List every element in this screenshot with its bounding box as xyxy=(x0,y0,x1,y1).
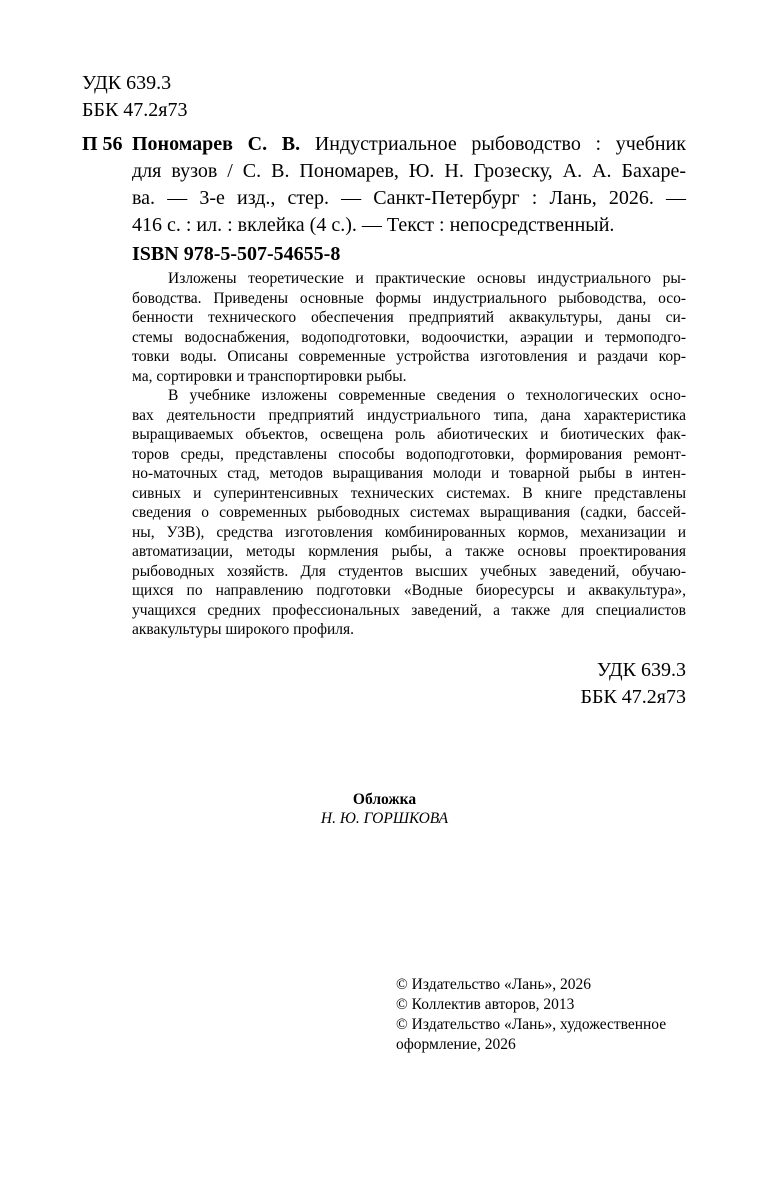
biblio-line-1 xyxy=(132,131,686,158)
copyright-block xyxy=(396,975,666,1055)
copyright-line: © Коллектив авторов, 2013 xyxy=(396,996,575,1013)
bibliographic-entry xyxy=(132,131,686,239)
abstract-p2-line: автоматизации, методы кормления рыбы, а также основы проектирования xyxy=(132,543,686,560)
abstract-p2-line: рыбоводных хозяйств. Для студентов высших учебных заведений, обучаю- xyxy=(132,562,686,580)
copyright-line: © Издательство «Лань», художественное xyxy=(396,1016,667,1033)
bbk-code: ББК 47.2я73 xyxy=(82,99,188,121)
cover-designer-name: Н. Ю. ГОРШКОВА xyxy=(320,810,449,827)
abstract-p2-line: сивных и суперинтенсивных технических системах. В книге представлены xyxy=(132,484,686,502)
biblio-line-4: 416 с. : ил. : вклейка (4 с.). — Текст : непосредственный. xyxy=(132,214,615,236)
classification-bottom xyxy=(580,657,686,711)
cover-label: Обложка xyxy=(352,791,417,808)
cover-credit xyxy=(0,790,769,828)
biblio-line-3: ва. — 3-е изд., стер. — Санкт-Петербург : Лань, 2026. — xyxy=(132,187,686,209)
bbk-code: ББК 47.2я73 xyxy=(580,686,686,708)
copyright-line: оформление, 2026 xyxy=(396,1036,516,1053)
abstract-p1-line: стемы водоснабжения, водоподготовки, водоочистки, аэрации и термоподго- xyxy=(132,328,686,346)
abstract-p2-line: но-маточных стад, методов выращивания молоди и товарной рыбы в интен- xyxy=(132,465,686,482)
classification-top xyxy=(82,70,188,124)
abstract-p1-line: Изложены теоретические и практические основы индустриального ры- xyxy=(168,270,686,287)
udk-code: УДК 639.3 xyxy=(596,659,686,681)
abstract-p1-line: бенности технического обеспечения предприятий аквакультуры, даны си- xyxy=(132,309,686,326)
abstract-p2-line: аквакультуры широкого профиля. xyxy=(132,621,355,638)
udk-code: УДК 639.3 xyxy=(82,72,172,94)
abstract xyxy=(132,269,686,640)
copyright-line: © Издательство «Лань», 2026 xyxy=(396,976,592,993)
biblio-line-2: для вузов / С. В. Пономарев, Ю. Н. Грозеску, А. А. Бахаре- xyxy=(132,160,686,182)
abstract-p2-line: щихся по направлению подготовки «Водные биоресурсы и аквакультура», xyxy=(132,582,686,599)
abstract-p1-line: товки воды. Описаны современные устройства изготовления и раздачи кор- xyxy=(132,348,686,365)
catalog-code: П 56 xyxy=(82,133,123,155)
abstract-p1-line: боводства. Приведены основные формы индустриального рыбоводства, осо- xyxy=(132,289,686,307)
abstract-p2-line: В учебнике изложены современные сведения о технологических осно- xyxy=(168,387,686,404)
abstract-p2-line: учащихся средних профессиональных заведений, а также для специалистов xyxy=(132,601,686,619)
abstract-p2-line: торов среды, представлены способы водоподготовки, формирования ремонт- xyxy=(132,445,686,463)
isbn: ISBN 978-5-507-54655-8 xyxy=(132,243,341,265)
abstract-p2-line: выращиваемых объектов, освещена роль абиотических и биотических фак- xyxy=(132,426,686,443)
author-name: Пономарев С. В. xyxy=(132,133,301,155)
title-text: Индустриальное рыбоводство : учебник xyxy=(300,133,686,155)
abstract-p1-line: ма, сортировки и транспортировки рыбы. xyxy=(132,367,407,385)
abstract-p2-line: вах деятельности предприятий индустриального типа, дана характеристика xyxy=(132,406,686,424)
abstract-p2-line: ны, УЗВ), средства изготовления комбинированных кормов, механизации и xyxy=(132,523,686,541)
abstract-p2-line: сведения о современных рыбоводных системах выращивания (садки, бассей- xyxy=(132,504,686,521)
